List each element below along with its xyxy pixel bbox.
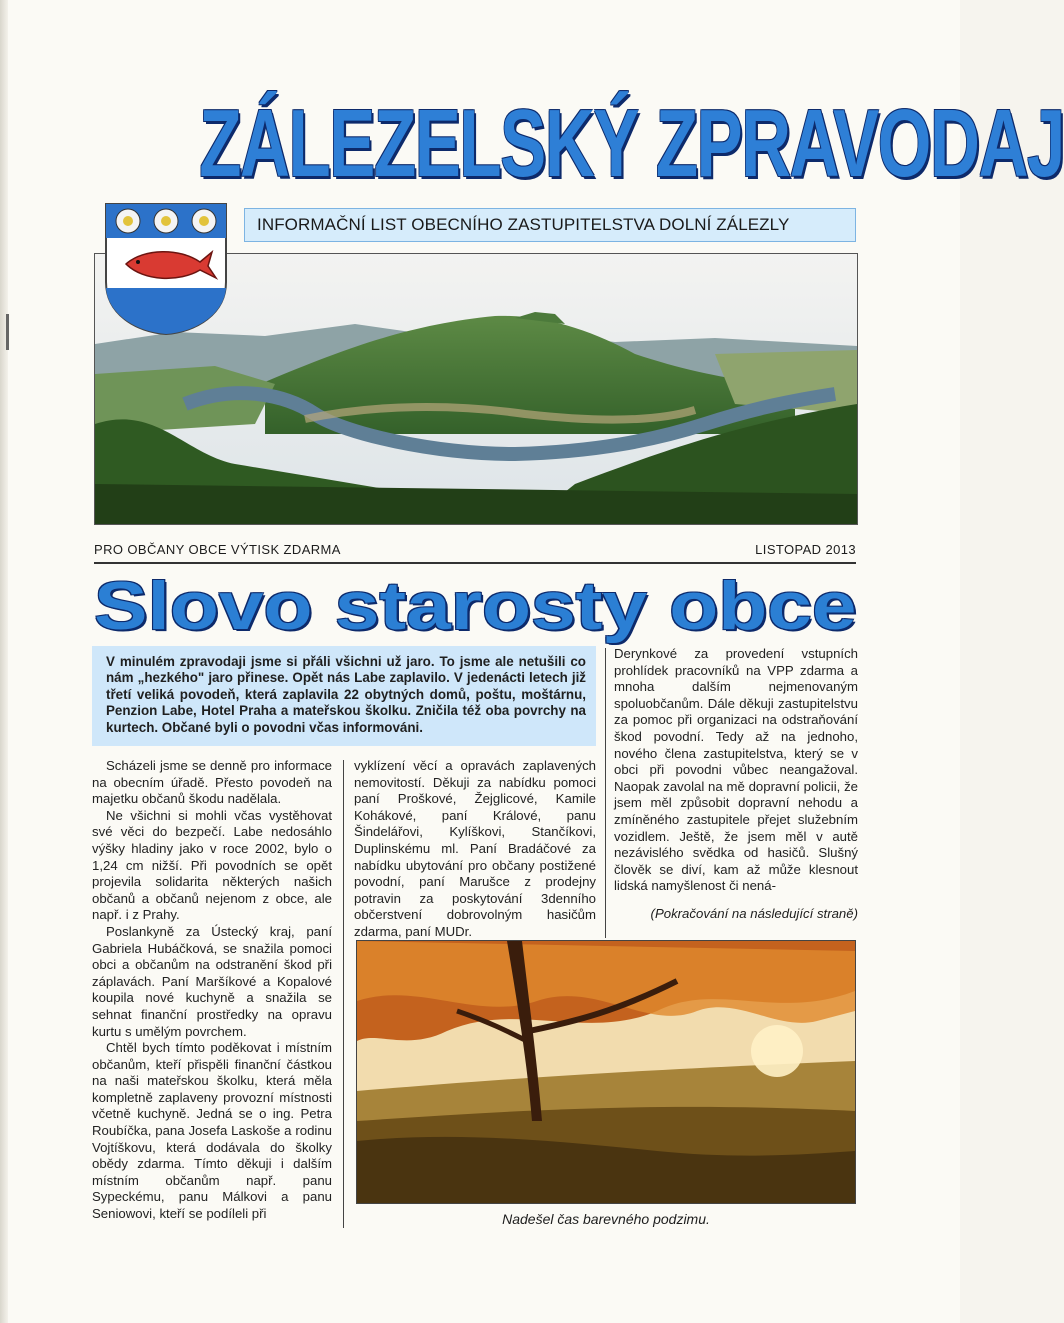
binding-shadow: [0, 0, 8, 1323]
article-lead: V minulém zpravodaji jsme si přáli všichni už jaro. To jsme ale netušili co nám „hezkého" jaro přinese. Opět nás Labe zaplavilo. V jedenácti letech již třetí veliká povodeň, která zaplavila 22 obytných domů, poštu, moštárnu, Penzion Labe, Hotel Praha a mateřskou školku. Zničila též oba povrchy na kurtech. Občané byli o povodni včas informováni.: [92, 646, 596, 746]
issue-date: LISTOPAD 2013: [755, 542, 856, 557]
column-divider: [605, 648, 606, 938]
photo-caption: Nadešel čas barevného podzimu.: [502, 1211, 710, 1227]
article-column-1: [92, 758, 332, 1223]
paragraph: Chtěl bych tímto poděkovat i místním občanům, kteří přispěli finanční částkou na naši mateřskou školku, která měla kompletně zaplaveny provozní místnosti včetně kuchyně. Jedná se o ing. Petra Roubíčka, pana Josefa Laskoše a rodinu Vojtíškovu, která dodávala do školky obědy zdarma. Tímto děkuji i dalším místním občanům např. panu Sypeckému, panu Málkovi a panu Seniowovi, kteří se podíleli při: [92, 1040, 332, 1222]
subtitle-bar: [244, 208, 856, 242]
paragraph: Poslankyně za Ústecký kraj, paní Gabriela Hubáčková, se snažila pomoci obci a občanům na odstranění škod při záplavách. Paní Maršíkové a Kopalové koupila nové kuchyně a snažila se sehnat finanční prostředky na opravu kurtu s umělým povrchem.: [92, 923, 332, 1039]
article-headline: Slovo starosty obce: [94, 568, 857, 644]
paragraph: Scházeli jsme se denně pro informace na obecním úřadě. Přesto povodeň na majetku občanů škodu nadělala.: [92, 758, 332, 807]
paragraph: Ne všichni si mohli včas vystěhovat své věci do bezpečí. Labe nedosáhlo výšky hladiny jako v roce 2002, bylo o 1,24 cm nižší. Při povodních se opět projevila solidarita některých našich občanů a občanů nejenom z obce, ale např. i z Prahy.: [92, 807, 332, 923]
coat-of-arms-logo: [104, 202, 228, 336]
paragraph: vyklízení věcí a opravách zaplavených nemovitostí. Děkuji za nabídku pomoci paní Proškové, Žejglicové, Kamile Kohákové, paní Králové, panu Šindelářovi, Kylíškovi, Stančíkovi, Duplinskému ml. Paní Bradáčové za nabídku ubytování pro občany postižené povodní, paní Marušce z prodejny potravin za poskytování 3denního občerstvení dobrovolným hasičům zdarma, paní MUDr.: [354, 758, 596, 939]
free-copy-note: PRO OBČANY OBCE VÝTISK ZDARMA: [94, 542, 341, 557]
continued-note: (Pokračování na následující straně): [650, 906, 858, 921]
subtitle-text: INFORMAČNÍ LIST OBECNÍHO ZASTUPITELSTVA DOLNÍ ZÁLEZLY: [257, 215, 790, 234]
fish-roses-emblem: [104, 202, 228, 336]
masthead-title: ZÁLEZELSKÝ ZPRAVODAJ: [199, 90, 1064, 197]
issue-meta: [94, 542, 856, 558]
rose-icon: [116, 209, 216, 233]
autumn-tree-illustration: [357, 941, 855, 1203]
page-edge-mark: [6, 314, 9, 350]
column-divider: [343, 760, 344, 1228]
paragraph: Derynkové za provedení vstupních prohlídek pracovníků na VPP zdarma a mnoha dalším nejmenovaným spoluobčanům. Dále děkuji zastupitelstvu za pomoc při organizaci na odstraňování škod povodní. Tedy až na jednoho, nového člena zastupitelstva, který se v obci při povodni vůbec neangažoval. Naopak zavolal na mě dopravní policii, že jsem měl způsobit dopravní nehodu a zmíněného zastupitele přejet služebním vozidlem. Ještě, že jsem měl v autě nezávislého svědka od hasičů. Slušný člověk se diví, kam až může klesnout lidská namyšlenost či nená-: [614, 646, 858, 894]
autumn-photo: [356, 940, 856, 1204]
article-column-3: [614, 646, 858, 895]
divider-rule: [94, 562, 856, 564]
article-column-2: [354, 758, 596, 941]
